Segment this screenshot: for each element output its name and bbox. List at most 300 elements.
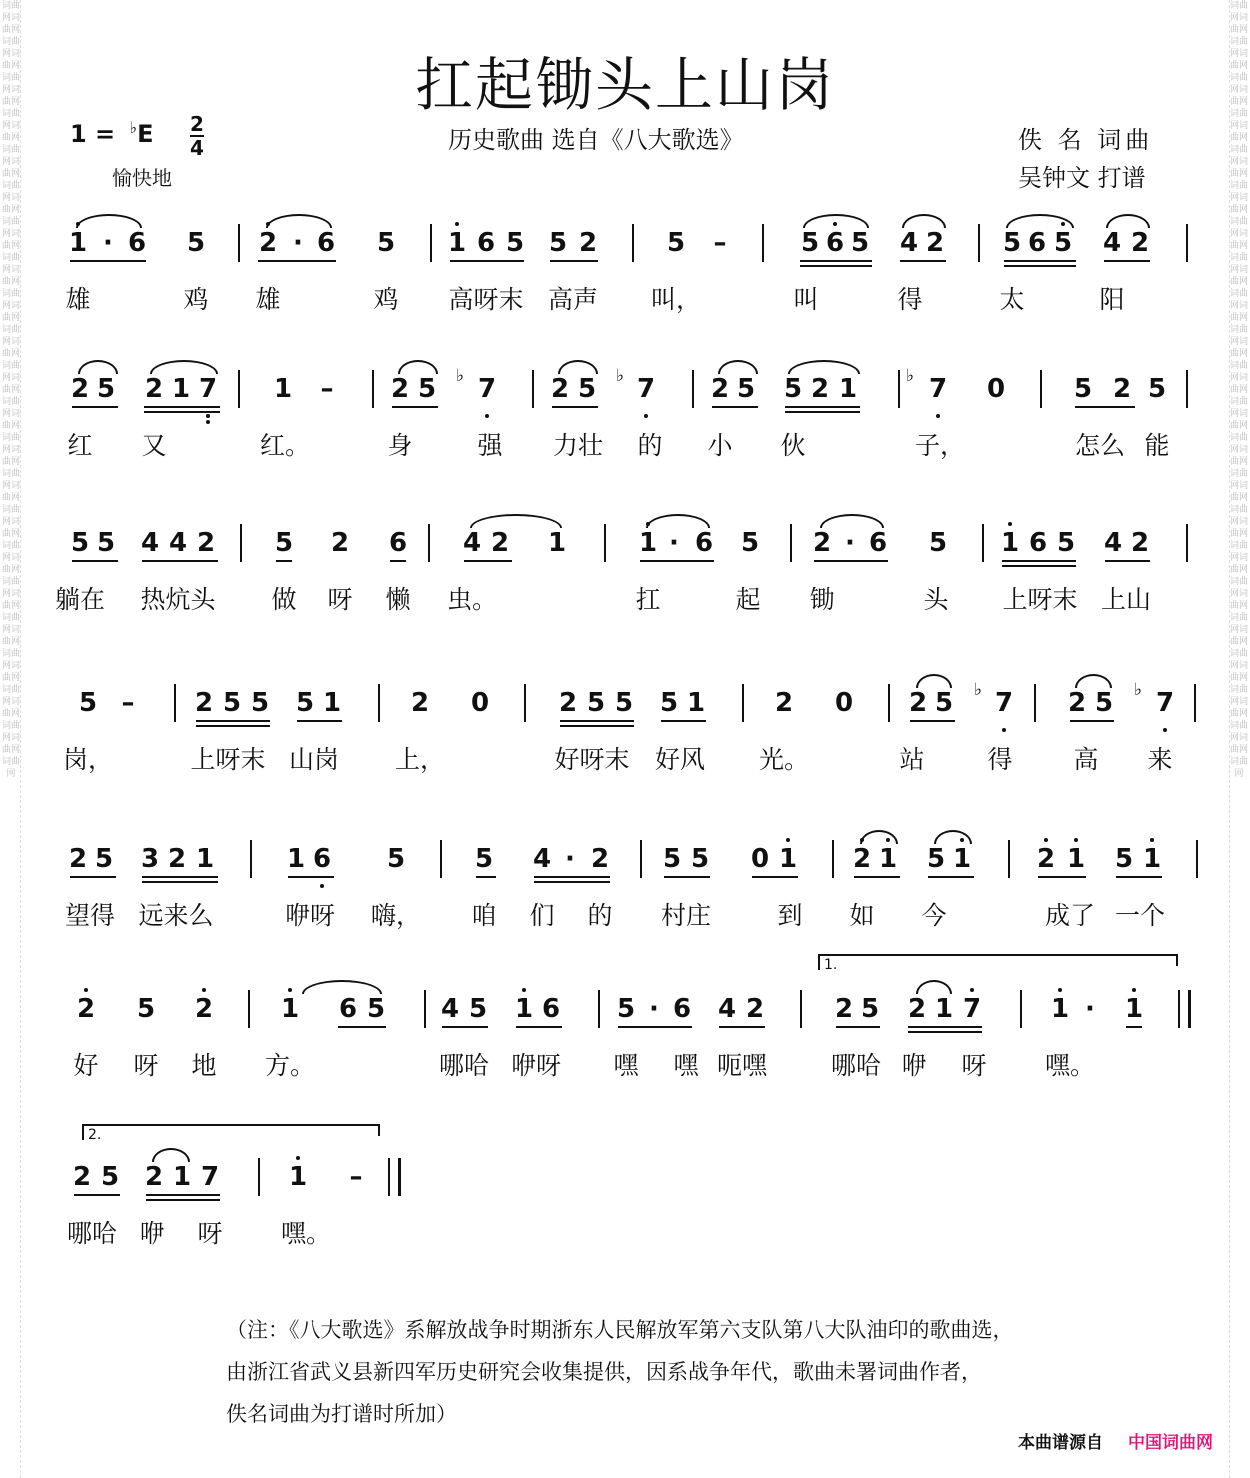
note: 2	[1036, 844, 1056, 874]
lyric: 们	[529, 901, 555, 930]
lyric: 远来么	[138, 901, 214, 930]
bar-line	[424, 990, 426, 1028]
notation-line	[0, 228, 1250, 268]
bar-line	[742, 684, 744, 722]
eighth-beam	[74, 1194, 120, 1196]
eighth-beam	[1104, 260, 1150, 262]
bar-line	[372, 370, 374, 408]
note: 5	[736, 374, 756, 404]
note: 7	[477, 374, 497, 404]
note: 5	[78, 688, 98, 718]
eighth-beam	[1070, 720, 1114, 722]
tempo-marking: 愉快地	[112, 166, 172, 190]
eighth-beam	[196, 720, 270, 722]
flat-icon: ♭	[455, 366, 465, 386]
bar-line	[692, 370, 694, 408]
eighth-beam	[908, 1026, 982, 1028]
note: 2	[558, 688, 578, 718]
bar-line	[598, 990, 600, 1028]
lyric: 躺在	[54, 585, 106, 614]
lyric: 成了	[1044, 901, 1096, 930]
slur	[916, 674, 952, 688]
note: 5	[860, 994, 880, 1024]
slur	[820, 514, 884, 528]
bar-line	[430, 224, 432, 262]
note: 2	[194, 994, 214, 1024]
lyric: 头	[923, 585, 949, 614]
lyric: 呃嘿	[716, 1051, 768, 1080]
note: 4	[1103, 528, 1123, 558]
note: 5	[1147, 374, 1167, 404]
note: 1	[1124, 994, 1144, 1024]
note: 5	[417, 374, 437, 404]
final-bar-line	[1178, 990, 1180, 1028]
eighth-beam	[814, 560, 888, 562]
note: 7	[198, 374, 218, 404]
note: 2	[578, 228, 598, 258]
lyric: 子，	[914, 431, 966, 460]
note: 5	[934, 688, 954, 718]
key-label: 1 =	[70, 120, 124, 148]
eighth-beam	[640, 560, 714, 562]
bar-line	[888, 684, 890, 722]
high-octave-dot	[455, 222, 459, 226]
note: 6	[868, 528, 888, 558]
note: 1	[686, 688, 706, 718]
eighth-beam	[752, 876, 798, 878]
note: 7	[962, 994, 982, 1024]
high-octave-dot	[1150, 838, 1154, 842]
note: 1	[638, 528, 658, 558]
note: 2	[76, 994, 96, 1024]
lyric: 地	[191, 1051, 217, 1080]
lyric: 好呀末	[554, 745, 630, 774]
slur	[934, 830, 972, 844]
note: –	[320, 374, 334, 404]
note: 5	[800, 228, 820, 258]
eighth-beam	[1105, 560, 1150, 562]
note: 1	[547, 528, 567, 558]
note: 5	[586, 688, 606, 718]
slur	[398, 360, 438, 374]
note: 2	[810, 374, 830, 404]
lyric: 叫	[793, 285, 819, 314]
flat-icon: ♭	[905, 366, 915, 386]
lyric: 扛	[635, 585, 661, 614]
lyric: 嘿。	[1044, 1051, 1096, 1080]
note: 5	[577, 374, 597, 404]
bar-line	[978, 224, 980, 262]
eighth-beam	[661, 720, 706, 722]
note: 6	[694, 528, 714, 558]
note: ·	[293, 228, 303, 258]
note: 5	[96, 528, 116, 558]
eighth-beam	[1126, 1026, 1142, 1028]
high-octave-dot	[522, 988, 526, 992]
note: 1	[172, 1162, 192, 1192]
volta-left-edge	[818, 956, 820, 970]
note: 5	[295, 688, 315, 718]
bar-line	[238, 370, 240, 408]
notation-line	[0, 528, 1250, 568]
lyric: 如	[849, 901, 875, 930]
lyric: 身	[387, 431, 413, 460]
eighth-beam	[338, 1026, 386, 1028]
volta-right-edge	[1176, 956, 1178, 966]
note: –	[349, 1162, 363, 1192]
sixteenth-beam	[146, 1199, 220, 1201]
notation-line	[0, 366, 1250, 414]
volta-left-edge	[82, 1126, 84, 1140]
bar-line	[1186, 524, 1188, 562]
note: 2	[167, 844, 187, 874]
note: 2	[144, 374, 164, 404]
note: 2	[490, 528, 510, 558]
lyric: 咿呀	[284, 901, 336, 930]
note: 1	[273, 374, 293, 404]
eighth-beam	[1038, 876, 1086, 878]
note: 2	[390, 374, 410, 404]
sixteenth-beam	[534, 881, 610, 883]
eighth-beam	[476, 876, 496, 878]
low-octave-dot	[644, 414, 648, 418]
note: ·	[103, 228, 113, 258]
note: 1	[778, 844, 798, 874]
bar-line	[238, 224, 240, 262]
lyric: 锄	[809, 585, 835, 614]
bar-line	[250, 840, 252, 878]
lyric: 又	[141, 431, 167, 460]
volta-bracket	[82, 1124, 380, 1143]
note: 6	[388, 528, 408, 558]
sixteenth-beam	[142, 881, 218, 883]
footnote-line-2: 由浙江省武义县新四军历史研究会收集提供，因系战争年代，歌曲未署词曲作者，	[226, 1360, 982, 1384]
high-octave-dot	[202, 988, 206, 992]
eighth-beam	[854, 876, 900, 878]
note: 2	[410, 688, 430, 718]
lyric: 雄	[255, 285, 281, 314]
eighth-beam	[144, 406, 220, 408]
slur	[76, 214, 142, 228]
watermark-left: 词曲网词曲网词曲网词曲网词曲网词曲网词曲网词曲网词曲网词曲网词曲网词曲网词曲网词曲网词曲网词曲网词曲网词曲网词曲网词曲网词曲网词曲网词曲网词曲网词曲网词曲网词曲网词曲网词曲网词曲网词曲网词曲网词曲网词曲网词曲网词曲网词曲网词曲网词曲网词曲网词曲网词曲网词曲网	[2, 0, 21, 1478]
note: 5	[96, 374, 116, 404]
footnote-line-3: 佚名词曲为打谱时所加）	[226, 1402, 457, 1426]
note: 5	[94, 844, 114, 874]
note: 5	[850, 228, 870, 258]
slur	[1075, 674, 1112, 688]
eighth-beam	[1002, 560, 1076, 562]
sixteenth-beam	[1002, 565, 1076, 567]
note: 4	[440, 994, 460, 1024]
key-signature	[70, 118, 153, 148]
lyric: 起	[735, 585, 761, 614]
note: 6	[1027, 228, 1047, 258]
eighth-beam	[464, 560, 512, 562]
note: 4	[140, 528, 160, 558]
high-octave-dot	[1074, 838, 1078, 842]
lyric: 咿	[139, 1219, 165, 1248]
bar-line	[1186, 370, 1188, 408]
note: 6	[312, 844, 332, 874]
note: 1	[934, 994, 954, 1024]
bar-line	[524, 684, 526, 722]
footnote-line-1: （注：《八大歌选》系解放战争时期浙东人民解放军第六支队第八大队油印的歌曲选，	[226, 1318, 1014, 1342]
watermark-right: 词曲网词曲网词曲网词曲网词曲网词曲网词曲网词曲网词曲网词曲网词曲网词曲网词曲网词曲网词曲网词曲网词曲网词曲网词曲网词曲网词曲网词曲网词曲网词曲网词曲网词曲网词曲网词曲网词曲网词曲网词曲网词曲网词曲网词曲网词曲网词曲网词曲网词曲网词曲网词曲网词曲网词曲网词曲网	[1229, 0, 1248, 1478]
note: 2	[196, 528, 216, 558]
high-octave-dot	[1008, 522, 1012, 526]
bar-line	[1194, 684, 1196, 722]
flat-icon: ♭	[973, 680, 983, 700]
note: 5	[505, 228, 525, 258]
lyric: 哪哈	[438, 1051, 490, 1080]
final-bar-line	[388, 1158, 390, 1196]
source-label: 本曲谱源自	[1018, 1433, 1103, 1453]
lyric: 呀	[327, 585, 353, 614]
note: 1	[280, 994, 300, 1024]
lyric: 望得	[64, 901, 116, 930]
note: 2	[194, 688, 214, 718]
lyrics-line	[0, 1046, 1250, 1080]
sixteenth-beam	[196, 725, 270, 727]
lyric: 热炕头	[140, 585, 216, 614]
lyric: 小	[707, 431, 733, 460]
note: 2	[834, 994, 854, 1024]
lyric: 伙	[780, 431, 806, 460]
high-octave-dot	[786, 838, 790, 842]
note: 5	[690, 844, 710, 874]
note: 6	[316, 228, 336, 258]
sixteenth-beam	[144, 411, 220, 413]
note: 2	[925, 228, 945, 258]
eighth-beam	[664, 876, 710, 878]
eighth-beam	[70, 260, 146, 262]
notation-line	[0, 1162, 1250, 1202]
note: 1	[1050, 994, 1070, 1024]
bar-line	[258, 1158, 260, 1196]
lyric: 雄	[65, 285, 91, 314]
note: 1	[171, 374, 191, 404]
lyric: 鸡	[373, 285, 399, 314]
note: 2	[710, 374, 730, 404]
note: 2	[1130, 528, 1150, 558]
flat-icon: ♭	[615, 366, 625, 386]
slur	[718, 360, 758, 374]
lyric: 上呀末	[1002, 585, 1078, 614]
note: 5	[783, 374, 803, 404]
source-site-link[interactable]: 中国词曲网	[1128, 1433, 1213, 1453]
eighth-beam	[516, 1026, 562, 1028]
eighth-beam	[560, 720, 634, 722]
note: 1	[1066, 844, 1086, 874]
low-octave-dot	[206, 420, 210, 424]
lyrics-line	[0, 740, 1250, 774]
lyric: 呀	[133, 1051, 159, 1080]
bar-line	[604, 524, 606, 562]
note: ·	[565, 844, 575, 874]
slur	[266, 214, 332, 228]
transcriber-credit: 吴钟文 打谱	[1018, 164, 1146, 192]
high-octave-dot	[1044, 838, 1048, 842]
eighth-beam	[390, 560, 406, 562]
lyric: 的	[587, 901, 613, 930]
note: 5	[366, 994, 386, 1024]
lyric: 来	[1147, 745, 1173, 774]
lyric: 站	[899, 745, 925, 774]
slur	[1106, 214, 1150, 228]
eighth-beam	[800, 260, 872, 262]
lyric: 高声	[547, 285, 599, 314]
note: 5	[616, 994, 636, 1024]
sixteenth-beam	[800, 265, 872, 267]
sixteenth-beam	[1004, 265, 1076, 267]
eighth-beam	[72, 560, 118, 562]
note: 5	[666, 228, 686, 258]
lyric: 咿呀	[510, 1051, 562, 1080]
note: 5	[662, 844, 682, 874]
bar-line	[532, 370, 534, 408]
lyric: 村庄	[660, 901, 712, 930]
eighth-beam	[552, 406, 598, 408]
note: 2	[1112, 374, 1132, 404]
lyric: 阳	[1099, 285, 1125, 314]
volta-number: 2.	[88, 1127, 102, 1143]
low-octave-dot	[320, 884, 324, 888]
eighth-beam	[550, 260, 598, 262]
lyric: 红	[67, 431, 93, 460]
lyric: 能	[1144, 431, 1170, 460]
note: 2	[550, 374, 570, 404]
note: –	[713, 228, 727, 258]
note: 5	[100, 1162, 120, 1192]
high-octave-dot	[288, 988, 292, 992]
lyrics-line	[0, 280, 1250, 314]
lyric: 一个	[1114, 901, 1166, 930]
bar-line	[982, 524, 984, 562]
lyric: 做	[271, 585, 297, 614]
slur	[558, 360, 598, 374]
low-octave-dot	[485, 414, 489, 418]
lyrics-music-credit: 佚 名 词曲	[1018, 126, 1154, 154]
slur	[916, 980, 952, 994]
note: 2	[774, 688, 794, 718]
flat-icon: ♭	[1133, 680, 1143, 700]
note: 6	[1028, 528, 1048, 558]
bar-line	[1040, 370, 1042, 408]
eighth-beam	[1004, 260, 1076, 262]
note: 5	[222, 688, 242, 718]
lyric: 光。	[758, 745, 810, 774]
note: 2	[852, 844, 872, 874]
note: 2	[590, 844, 610, 874]
note: 6	[127, 228, 147, 258]
bar-line	[428, 524, 430, 562]
note: 5	[274, 528, 294, 558]
high-octave-dot	[970, 988, 974, 992]
lyric: 方。	[264, 1051, 316, 1080]
slur	[646, 514, 710, 528]
bar-line	[1020, 990, 1022, 1028]
lyric: 呀	[961, 1051, 987, 1080]
note: 5	[659, 688, 679, 718]
note: 0	[470, 688, 490, 718]
final-bar-line	[398, 1158, 401, 1196]
note: 5	[474, 844, 494, 874]
note: 2	[812, 528, 832, 558]
bar-line	[174, 684, 176, 722]
note: 3	[140, 844, 160, 874]
note: 5	[1053, 228, 1073, 258]
lyric: 鸡	[183, 285, 209, 314]
note: 1	[322, 688, 342, 718]
note: 5	[928, 528, 948, 558]
note: 2	[907, 994, 927, 1024]
note: 5	[136, 994, 156, 1024]
bar-line	[240, 524, 242, 562]
high-octave-dot	[84, 988, 88, 992]
lyric: 哪哈	[66, 1219, 118, 1248]
bar-line	[790, 524, 792, 562]
volta-right-edge	[378, 1126, 380, 1136]
eighth-beam	[276, 560, 292, 562]
note: 5	[548, 228, 568, 258]
lyric: 好	[73, 1051, 99, 1080]
notation-line	[0, 680, 1250, 728]
note: 4	[899, 228, 919, 258]
lyric: 哪哈	[830, 1051, 882, 1080]
slur	[150, 360, 218, 374]
note: 5	[926, 844, 946, 874]
notation-line	[0, 994, 1250, 1034]
eighth-beam	[719, 1026, 765, 1028]
sixteenth-beam	[785, 411, 860, 413]
bar-line	[762, 224, 764, 262]
sixteenth-beam	[560, 725, 634, 727]
bar-line	[1034, 684, 1036, 722]
note: 5	[614, 688, 634, 718]
note: 1	[447, 228, 467, 258]
slur	[803, 214, 869, 228]
lyric: 今	[921, 901, 947, 930]
bar-line	[832, 840, 834, 878]
note: 4	[462, 528, 482, 558]
note: 6	[672, 994, 692, 1024]
note: 7	[200, 1162, 220, 1192]
eighth-beam	[712, 406, 758, 408]
eighth-beam	[72, 406, 118, 408]
note: 7	[994, 688, 1014, 718]
note: 1	[68, 228, 88, 258]
note: 5	[1056, 528, 1076, 558]
eighth-beam	[450, 260, 524, 262]
lyric: 上呀末	[190, 745, 266, 774]
note: 1	[838, 374, 858, 404]
lyrics-line	[0, 426, 1250, 460]
note: 5	[70, 528, 90, 558]
slur	[1006, 214, 1074, 228]
note: ·	[845, 528, 855, 558]
eighth-beam	[297, 720, 342, 722]
lyric: 叫，	[650, 285, 702, 314]
eighth-beam	[1075, 406, 1135, 408]
lyric: 咱	[471, 901, 497, 930]
eighth-beam	[392, 406, 438, 408]
note: 1	[514, 994, 534, 1024]
note: 1	[1000, 528, 1020, 558]
lyric: 山岗	[288, 745, 340, 774]
lyric: 好风	[654, 745, 706, 774]
high-octave-dot	[296, 1156, 300, 1160]
note: ·	[1085, 994, 1095, 1024]
